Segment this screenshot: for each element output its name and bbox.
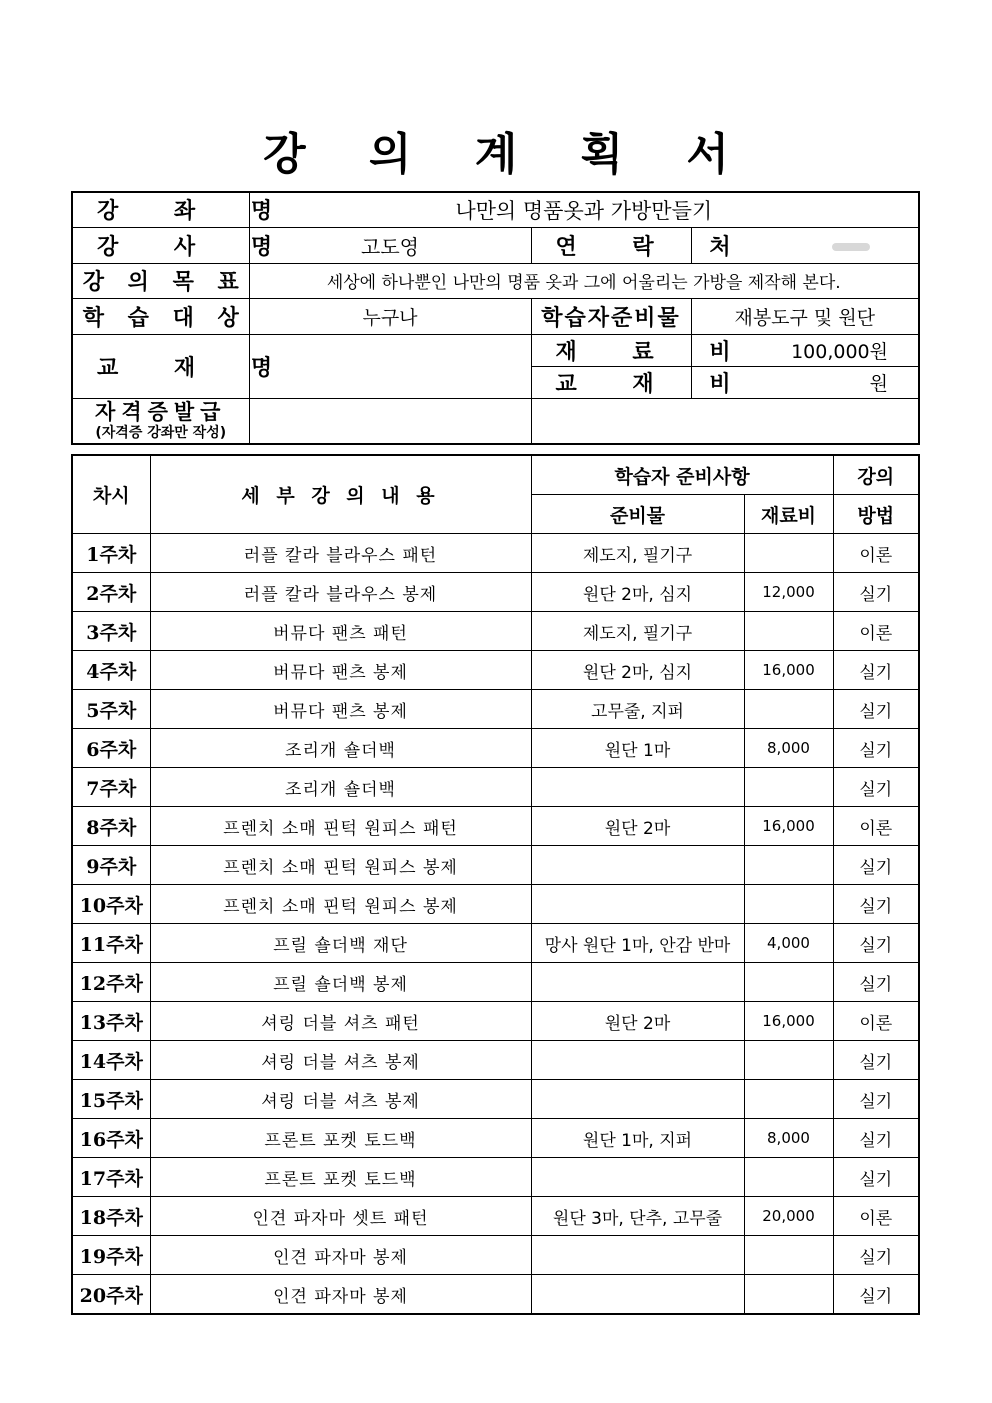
cost-cell: 8,000 (744, 1119, 833, 1158)
cost-cell: 16,000 (744, 651, 833, 690)
method-cell: 실기 (833, 963, 919, 1002)
cost-cell: 4,000 (744, 924, 833, 963)
week-cell: 14주차 (72, 1041, 150, 1080)
table-row (72, 612, 919, 651)
week-cell: 17주차 (72, 1158, 150, 1197)
cost-cell (744, 1041, 833, 1080)
content-cell: 버뮤다 팬츠 봉제 (150, 690, 531, 729)
prep-items-cell: 원단 1마, 지퍼 (531, 1119, 744, 1158)
method-cell: 실기 (833, 651, 919, 690)
content-cell: 프릴 숄더백 봉제 (150, 963, 531, 1002)
prep-items-cell: 제도지, 필기구 (531, 534, 744, 573)
method-cell: 이론 (833, 1002, 919, 1041)
redacted-contact (832, 243, 870, 251)
course-info-table (71, 191, 920, 445)
cost-cell (744, 690, 833, 729)
table-row (72, 768, 919, 807)
content-cell: 버뮤다 팬츠 봉제 (150, 651, 531, 690)
certificate-value (249, 398, 531, 444)
week-cell: 5주차 (72, 690, 150, 729)
certificate-sublabel: (자격증 강좌만 작성) (95, 424, 227, 441)
cost-cell (744, 534, 833, 573)
content-cell: 프렌치 소매 핀턱 원피스 봉제 (150, 846, 531, 885)
instructor-label: 강 사 명 (72, 227, 249, 263)
certificate-extra (531, 398, 919, 444)
prep-items-cell: 원단 2마 (531, 807, 744, 846)
course-goal-label: 강 의 목 표 (72, 263, 249, 298)
prep-items-cell: 원단 2마 (531, 1002, 744, 1041)
table-row (72, 1275, 919, 1315)
week-cell: 10주차 (72, 885, 150, 924)
method-cell: 실기 (833, 1158, 919, 1197)
week-cell: 7주차 (72, 768, 150, 807)
document-title: 강 의 계 획 서 (263, 129, 753, 180)
cost-cell (744, 1158, 833, 1197)
week-cell: 15주차 (72, 1080, 150, 1119)
method-cell: 이론 (833, 534, 919, 573)
week-cell: 9주차 (72, 846, 150, 885)
table-row (72, 1197, 919, 1236)
prep-items-cell (531, 846, 744, 885)
prep-items-cell (531, 963, 744, 1002)
method-cell: 실기 (833, 1119, 919, 1158)
prep-items-cell: 망사 원단 1마, 안감 반마 (531, 924, 744, 963)
cost-cell (744, 885, 833, 924)
table-row (72, 924, 919, 963)
prep-items-cell: 고무줄, 지퍼 (531, 690, 744, 729)
content-cell: 프렌치 소매 핀턱 원피스 패턴 (150, 807, 531, 846)
table-row (72, 690, 919, 729)
method-cell: 실기 (833, 573, 919, 612)
content-cell: 셔링 더블 셔츠 봉제 (150, 1041, 531, 1080)
week-cell: 8주차 (72, 807, 150, 846)
learning-target-value: 누구나 (249, 298, 531, 334)
cost-cell: 8,000 (744, 729, 833, 768)
textbook-label: 교 재 명 (72, 334, 249, 398)
prep-items-cell (531, 1275, 744, 1315)
week-cell: 2주차 (72, 573, 150, 612)
week-cell: 3주차 (72, 612, 150, 651)
week-cell: 1주차 (72, 534, 150, 573)
table-row (72, 1158, 919, 1197)
cost-cell: 16,000 (744, 807, 833, 846)
content-cell: 셔링 더블 셔츠 봉제 (150, 1080, 531, 1119)
method-header-line1: 강의 (833, 455, 919, 495)
week-cell: 13주차 (72, 1002, 150, 1041)
cost-cell (744, 846, 833, 885)
cost-cell (744, 963, 833, 1002)
textbook-fee-label: 교 재 비 (531, 366, 691, 398)
table-row (72, 807, 919, 846)
cost-cell: 20,000 (744, 1197, 833, 1236)
course-goal-value: 세상에 하나뿐인 나만의 명품 옷과 그에 어울리는 가방을 제작해 본다. (249, 263, 919, 298)
cost-cell (744, 768, 833, 807)
cost-cell (744, 1275, 833, 1315)
table-row (72, 1080, 919, 1119)
certificate-label: 자격증발급 (95, 399, 227, 424)
method-cell: 실기 (833, 1236, 919, 1275)
prep-items-cell: 원단 2마, 심지 (531, 573, 744, 612)
week-cell: 12주차 (72, 963, 150, 1002)
content-cell: 인견 파자마 봉제 (150, 1275, 531, 1315)
method-header-line2: 방법 (833, 495, 919, 534)
prep-items-cell: 제도지, 필기구 (531, 612, 744, 651)
learner-prep-label: 학습자준비물 (531, 298, 691, 334)
textbook-fee-value: 원 (691, 366, 919, 398)
prep-items-cell: 원단 3마, 단추, 고무줄 (531, 1197, 744, 1236)
method-cell: 실기 (833, 729, 919, 768)
content-cell: 셔링 더블 셔츠 패턴 (150, 1002, 531, 1041)
table-row (72, 651, 919, 690)
week-cell: 18주차 (72, 1197, 150, 1236)
content-cell: 인견 파자마 봉제 (150, 1236, 531, 1275)
contact-label: 연 락 처 (531, 227, 691, 263)
table-row (72, 573, 919, 612)
table-row (72, 1119, 919, 1158)
cost-cell (744, 1080, 833, 1119)
method-cell: 이론 (833, 612, 919, 651)
method-cell: 실기 (833, 1041, 919, 1080)
prep-items-cell (531, 1158, 744, 1197)
week-cell: 16주차 (72, 1119, 150, 1158)
certificate-label-cell (72, 398, 249, 444)
content-cell: 러플 칼라 블라우스 봉제 (150, 573, 531, 612)
prep-items-header: 준비물 (531, 495, 744, 534)
week-cell: 11주차 (72, 924, 150, 963)
table-row (72, 729, 919, 768)
prep-items-cell (531, 1041, 744, 1080)
method-cell: 실기 (833, 924, 919, 963)
prep-items-cell (531, 1236, 744, 1275)
prep-items-cell (531, 768, 744, 807)
table-row (72, 1236, 919, 1275)
learner-prep-value: 재봉도구 및 원단 (691, 298, 919, 334)
lecture-schedule-table (71, 454, 920, 1315)
material-fee-value: 100,000원 (691, 334, 919, 366)
table-row (72, 534, 919, 573)
content-cell: 조리개 숄더백 (150, 729, 531, 768)
course-name-label: 강 좌 명 (72, 192, 249, 227)
content-cell: 프론트 포켓 토드백 (150, 1119, 531, 1158)
content-cell: 프릴 숄더백 재단 (150, 924, 531, 963)
instructor-value: 고도영 (249, 227, 531, 263)
week-cell: 20주차 (72, 1275, 150, 1315)
method-cell: 실기 (833, 846, 919, 885)
method-cell: 실기 (833, 690, 919, 729)
table-row (72, 885, 919, 924)
content-cell: 러플 칼라 블라우스 패턴 (150, 534, 531, 573)
table-row (72, 1002, 919, 1041)
prep-items-cell: 원단 1마 (531, 729, 744, 768)
week-cell: 6주차 (72, 729, 150, 768)
table-row (72, 846, 919, 885)
prep-items-cell (531, 1080, 744, 1119)
schedule-rows (72, 534, 919, 1315)
method-cell: 실기 (833, 1080, 919, 1119)
content-cell: 인견 파자마 셋트 패턴 (150, 1197, 531, 1236)
content-cell: 조리개 숄더백 (150, 768, 531, 807)
content-cell: 프렌치 소매 핀턱 원피스 봉제 (150, 885, 531, 924)
prep-group-header: 학습자 준비사항 (531, 455, 833, 495)
content-header: 세 부 강 의 내 용 (150, 455, 531, 534)
method-cell: 이론 (833, 807, 919, 846)
week-cell: 4주차 (72, 651, 150, 690)
cost-cell: 16,000 (744, 1002, 833, 1041)
session-header: 차시 (72, 455, 150, 534)
table-row (72, 1041, 919, 1080)
method-cell: 이론 (833, 1197, 919, 1236)
course-name-value: 나만의 명품옷과 가방만들기 (249, 192, 919, 227)
learning-target-label: 학 습 대 상 (72, 298, 249, 334)
method-cell: 실기 (833, 768, 919, 807)
content-cell: 버뮤다 팬츠 패턴 (150, 612, 531, 651)
prep-items-cell (531, 885, 744, 924)
cost-cell: 12,000 (744, 573, 833, 612)
table-row (72, 963, 919, 1002)
cost-cell (744, 612, 833, 651)
week-cell: 19주차 (72, 1236, 150, 1275)
prep-items-cell: 원단 2마, 심지 (531, 651, 744, 690)
cost-cell (744, 1236, 833, 1275)
content-cell: 프론트 포켓 토드백 (150, 1158, 531, 1197)
method-cell: 실기 (833, 1275, 919, 1315)
method-cell: 실기 (833, 885, 919, 924)
cost-header: 재료비 (744, 495, 833, 534)
material-fee-label: 재 료 비 (531, 334, 691, 366)
